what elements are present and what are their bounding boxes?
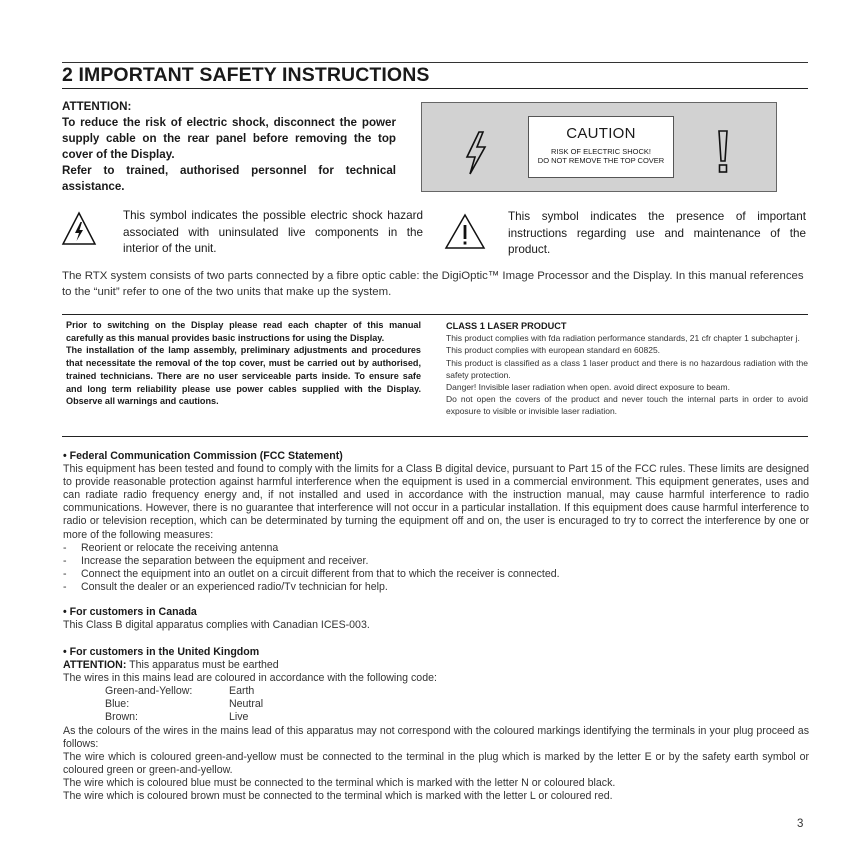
caution-label: [421, 102, 777, 192]
notice-top-rule: [62, 314, 808, 315]
uk-attention-text: This apparatus must be earthed: [126, 659, 279, 672]
page-title: 2 IMPORTANT SAFETY INSTRUCTIONS: [62, 64, 430, 86]
fcc-measure: Consult the dealer or an experienced radio/Tv technician for help.: [81, 580, 388, 593]
attention-line-1: To reduce the risk of electric shock, disconnect the power supply cable on the rear panel before removing the top cover of the Display.: [62, 116, 396, 161]
fcc-heading: • Federal Communication Commission (FCC Statement): [63, 450, 343, 462]
laser-line: Danger! Invisible laser radiation when open. avoid direct exposure to beam.: [446, 382, 730, 393]
wire-code-row: [63, 711, 809, 724]
uk-section: [63, 646, 809, 803]
laser-title: CLASS 1 LASER PRODUCT: [446, 321, 567, 331]
fcc-section: [63, 450, 809, 594]
wire-code-row: [63, 685, 809, 698]
attention-block: [62, 99, 396, 195]
wire-color: Green-and-Yellow:: [105, 685, 193, 698]
uk-paragraph-3: The wire which is coloured blue must be connected to the terminal which is marked with the letter N or coloured black.: [63, 776, 616, 789]
fcc-measure: Reorient or relocate the receiving antenna: [81, 541, 279, 554]
title-rule: [62, 88, 808, 89]
uk-paragraph-1: As the colours of the wires in the mains lead of this apparatus may not correspond with the coloured markings identifying the terminals in your plug proceed as follows:: [63, 724, 809, 750]
list-item: - Reorient or relocate the receiving antenna: [63, 541, 279, 554]
wire-meaning: Live: [229, 711, 249, 724]
page-number: 3: [797, 818, 804, 830]
important-symbol-description: This symbol indicates the presence of important instructions regarding use and maintenance of the product.: [508, 210, 806, 256]
caution-panel: [528, 116, 674, 178]
laser-line: This product complies with fda radiation performance standards, 21 cfr chapter 1 subchapter j.: [446, 333, 800, 344]
attention-line-2: Refer to trained, authorised personnel for technical assistance.: [62, 164, 396, 193]
laser-line: This product complies with european standard en 60825.: [446, 345, 661, 356]
uk-paragraph-2: The wire which is coloured green-and-yellow must be connected to the terminal in the plug which is marked by the letter E or by the safety earth symbol or coloured green or green-and-yellow.: [63, 750, 809, 776]
fcc-measure: Connect the equipment into an outlet on a circuit different from that to which the receiver is connected.: [81, 567, 560, 580]
uk-attention-line: [63, 659, 809, 672]
wire-meaning: Neutral: [229, 698, 264, 711]
canada-heading: • For customers in Canada: [63, 606, 197, 618]
laser-notice: [446, 320, 808, 418]
laser-line: Do not open the covers of the product and never touch the internal parts in order to avoid exposure to visible or invisible laser radiation.: [446, 394, 808, 417]
canada-body: This Class B digital apparatus complies with Canadian ICES-003.: [63, 619, 370, 632]
wire-color: Blue:: [105, 698, 130, 711]
wire-code-row: [63, 698, 809, 711]
exclamation-warning-triangle-icon: [444, 213, 486, 251]
attention-heading: ATTENTION:: [62, 100, 132, 113]
list-item: - Increase the separation between the equipment and receiver.: [63, 554, 369, 567]
fcc-body: This equipment has been tested and found to comply with the limits for a Class B digital device, pursuant to Part 15 of the FCC rules. These limits are designed to provide reasonable protection against harmful interference when the equipment is used in a commercial environment. This equipment generates, uses and can radiate radio frequency energy and, if not installed and used in accordance with the instruction manual, may cause harmful interference to radio communications. However, there is no guarantee that interference will not occur in a particular installation. If this equipment does cause harmful interference to radio or television reception, which can be determinated by turning the equipment off and on, the user is encuraged to try to correct the interference by one or more of the following measures:: [63, 463, 809, 541]
notice-bottom-rule: [62, 436, 808, 437]
wire-color: Brown:: [105, 711, 138, 724]
caution-line-2: DO NOT REMOVE THE TOP COVER: [537, 156, 665, 165]
prior-notice-paragraph-2: The installation of the lamp assembly, preliminary adjustments and procedures that necessitate the removal of the top cover, must be carried out by authorised, trained technicians. There are no user serviceable parts inside. To ensure safe and long term reliability please use power cables supplied with the Display. Observe all warnings and cautions.: [66, 345, 421, 407]
list-item: - Consult the dealer or an experienced radio/Tv technician for help.: [63, 580, 388, 593]
wire-meaning: Earth: [229, 685, 255, 698]
shock-symbol-description: This symbol indicates the possible electric shock hazard associated with uninsulated live components in the interior of the unit.: [123, 209, 423, 255]
shock-warning-triangle-icon: [61, 211, 97, 247]
laser-line: This product is classified as a class 1 laser product and there is no hazardous radiation with the safety protection.: [446, 357, 808, 380]
uk-wires-intro: The wires in this mains lead are coloured in accordance with the following code:: [63, 672, 437, 685]
top-rule: [62, 62, 808, 63]
uk-paragraph-4: The wire which is coloured brown must be connected to the terminal which is marked with the letter L or coloured red.: [63, 790, 613, 803]
uk-heading: • For customers in the United Kingdom: [63, 646, 260, 658]
canada-section: [63, 606, 809, 632]
uk-attention-label: ATTENTION:: [63, 659, 127, 672]
lightning-bolt-icon: [464, 131, 488, 175]
system-intro-paragraph: The RTX system consists of two parts connected by a fibre optic cable: the DigiOptic™ Image Processor and the Display. In this manual references to the “unit” refer to one of the two units that make up the system.: [62, 270, 804, 298]
prior-notice-paragraph-1: Prior to switching on the Display please read each chapter of this manual carefully as this manual provides basic instructions for using the Display.: [66, 320, 421, 343]
fcc-measure: Increase the separation between the equipment and receiver.: [81, 554, 369, 567]
exclamation-icon: [712, 129, 734, 175]
list-item: - Connect the equipment into an outlet on a circuit different from that to which the receiver is connected.: [63, 567, 560, 580]
prior-notice: [66, 319, 421, 408]
caution-line-1: RISK OF ELECTRIC SHOCK!: [550, 147, 652, 156]
caution-title: CAUTION: [566, 125, 636, 142]
